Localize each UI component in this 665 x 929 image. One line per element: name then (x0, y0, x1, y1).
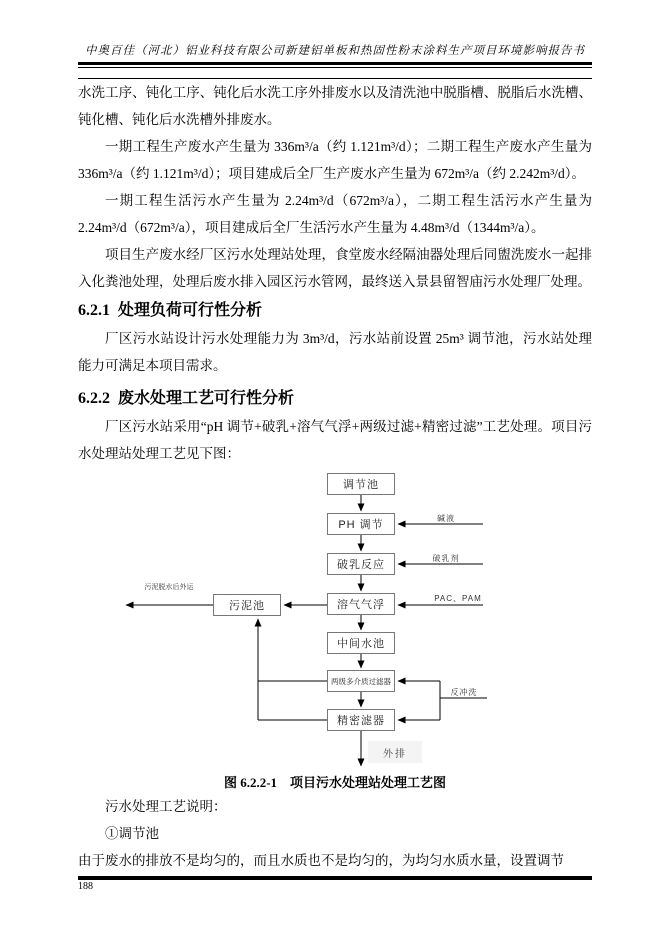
paragraph-capacity: 厂区污水站设计污水处理能力为 3m³/d，污水站前设置 25m³ 调节池，污水站处理能力可满足本项目需求。 (78, 331, 592, 373)
header-double-rule (78, 62, 592, 68)
flow-label-alkali: 碱液 (437, 514, 455, 523)
flow-label-pac-pam: PAC、PAM (434, 594, 482, 603)
flow-box-regulating-tank: 调节池 (327, 473, 395, 495)
flow-box-air-flotation: 溶气气浮 (327, 593, 395, 615)
flow-box-precision-filter: 精密滤器 (327, 709, 395, 731)
flow-box-demulsification: 破乳反应 (327, 553, 395, 575)
note-body: 由于废水的排放不是均匀的，而且水质也不是均匀的，为均匀水质水量，设置调节 (78, 853, 564, 868)
paragraph-process-intro: 厂区污水站采用“pH 调节+破乳+溶气气浮+两级过滤+精密过滤”工艺处理。项目污水处理站处理工艺见下图： (78, 419, 592, 461)
flow-label-discharge: 外排 (368, 741, 422, 763)
flow-box-ph-adjust: PH 调节 (327, 513, 395, 535)
section-title-622: 废水处理工艺可行性分析 (118, 390, 295, 407)
footer-rule (78, 876, 592, 880)
paragraph-production-wastewater: 一期工程生产废水产生量为 336m³/a（约 1.121m³/d）；二期工程生产废水产生量为 336m³/a（约 1.121m³/d）；项目建成后全厂生产废水产生量为 672m³/a（约 2.242m³/d）。 (78, 139, 592, 181)
paragraph-wash-processes: 水洗工序、钝化工序、钝化后水洗工序外排废水以及清洗池中脱脂槽、脱脂后水洗槽、钝化槽、钝化后水洗槽外排废水。 (78, 85, 592, 127)
page-number: 188 (78, 881, 93, 892)
flow-label-backwash: 反冲洗 (450, 688, 478, 697)
section-number-621: 6.2.1 (78, 302, 110, 319)
flow-box-intermediate-tank: 中间水池 (327, 632, 395, 654)
section-heading-622 (78, 387, 592, 411)
paragraph-domestic-sewage: 一期工程生活污水产生量为 2.24m³/d（672m³/a），二期工程生活污水产生量为 2.24m³/d（672m³/a），项目建成后全厂生活污水产生量为 4.48m³/d（1344m³/a）。 (78, 193, 592, 235)
process-flow-diagram (0, 469, 665, 769)
document-header-title: 中奥百佳（河北）铝业科技有限公司新建铝单板和热固性粉末涂料生产项目环境影响报告书 (85, 45, 585, 57)
flow-box-sludge-tank: 污泥池 (213, 594, 281, 616)
note-item-1: ①调节池 (105, 826, 159, 841)
flow-label-sludge-out: 污泥脱水后外运 (144, 584, 194, 591)
flow-box-multi-media-filter: 两级多介质过滤器 (327, 670, 395, 692)
section-title-621: 处理负荷可行性分析 (118, 302, 263, 319)
paragraph-treatment-route: 项目生产废水经厂区污水处理站处理，食堂废水经隔油器处理后同盥洗废水一起排入化粪池处理，处理后废水排入园区污水管网，最终送入景县留智庙污水处理厂处理。 (78, 247, 592, 289)
section-heading-621 (78, 299, 592, 323)
section-number-622: 6.2.2 (78, 390, 110, 407)
flow-label-demulsifier: 破乳剂 (432, 554, 460, 563)
figure-caption: 图 6.2.2-1 项目污水处理站处理工艺图 (223, 775, 447, 790)
note-intro: 污水处理工艺说明： (105, 799, 227, 814)
